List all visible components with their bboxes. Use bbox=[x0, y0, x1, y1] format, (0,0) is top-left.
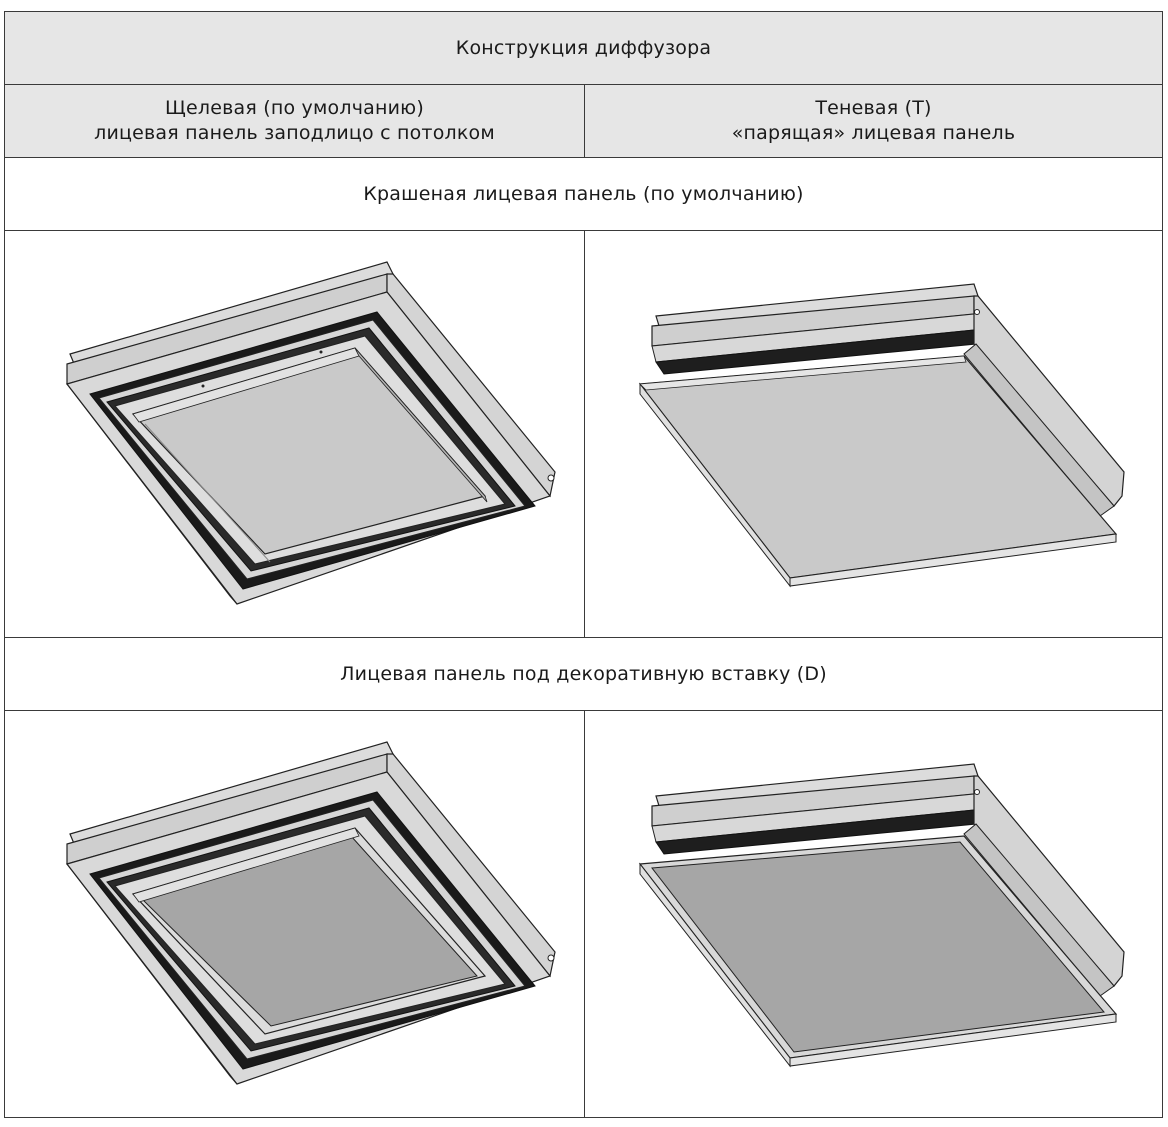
image-cell-shadow-painted bbox=[585, 231, 1162, 637]
column-header-shadow-line2: «парящая» лицевая панель bbox=[731, 122, 1016, 144]
image-cell-slot-insert bbox=[5, 711, 585, 1117]
slot-diffuser-insert-illustration bbox=[15, 714, 575, 1114]
section-painted-images-row bbox=[5, 231, 1162, 638]
column-header-slot-line2: лицевая панель заподлицо с потолком bbox=[94, 122, 495, 144]
shadow-diffuser-insert-illustration bbox=[594, 714, 1154, 1114]
section-painted-title: Крашеная лицевая панель (по умолчанию) bbox=[363, 182, 804, 205]
diffuser-design-table bbox=[4, 11, 1163, 1118]
section-insert-title-row bbox=[5, 638, 1162, 711]
slot-diffuser-painted-illustration bbox=[15, 234, 575, 634]
section-insert-images-row bbox=[5, 711, 1162, 1117]
image-cell-shadow-insert bbox=[585, 711, 1162, 1117]
column-header-shadow-line1: Теневая (T) bbox=[815, 97, 932, 119]
table-title: Конструкция диффузора bbox=[455, 36, 712, 59]
section-painted-title-row bbox=[5, 158, 1162, 231]
image-cell-slot-painted bbox=[5, 231, 585, 637]
section-insert-title: Лицевая панель под декоративную вставку (D) bbox=[340, 662, 827, 685]
column-header-shadow bbox=[585, 85, 1162, 157]
table-title-row bbox=[5, 12, 1162, 85]
column-header-slot-line1: Щелевая (по умолчанию) bbox=[165, 97, 424, 119]
column-header-row bbox=[5, 85, 1162, 158]
shadow-diffuser-painted-illustration bbox=[594, 234, 1154, 634]
column-header-slot bbox=[5, 85, 585, 157]
